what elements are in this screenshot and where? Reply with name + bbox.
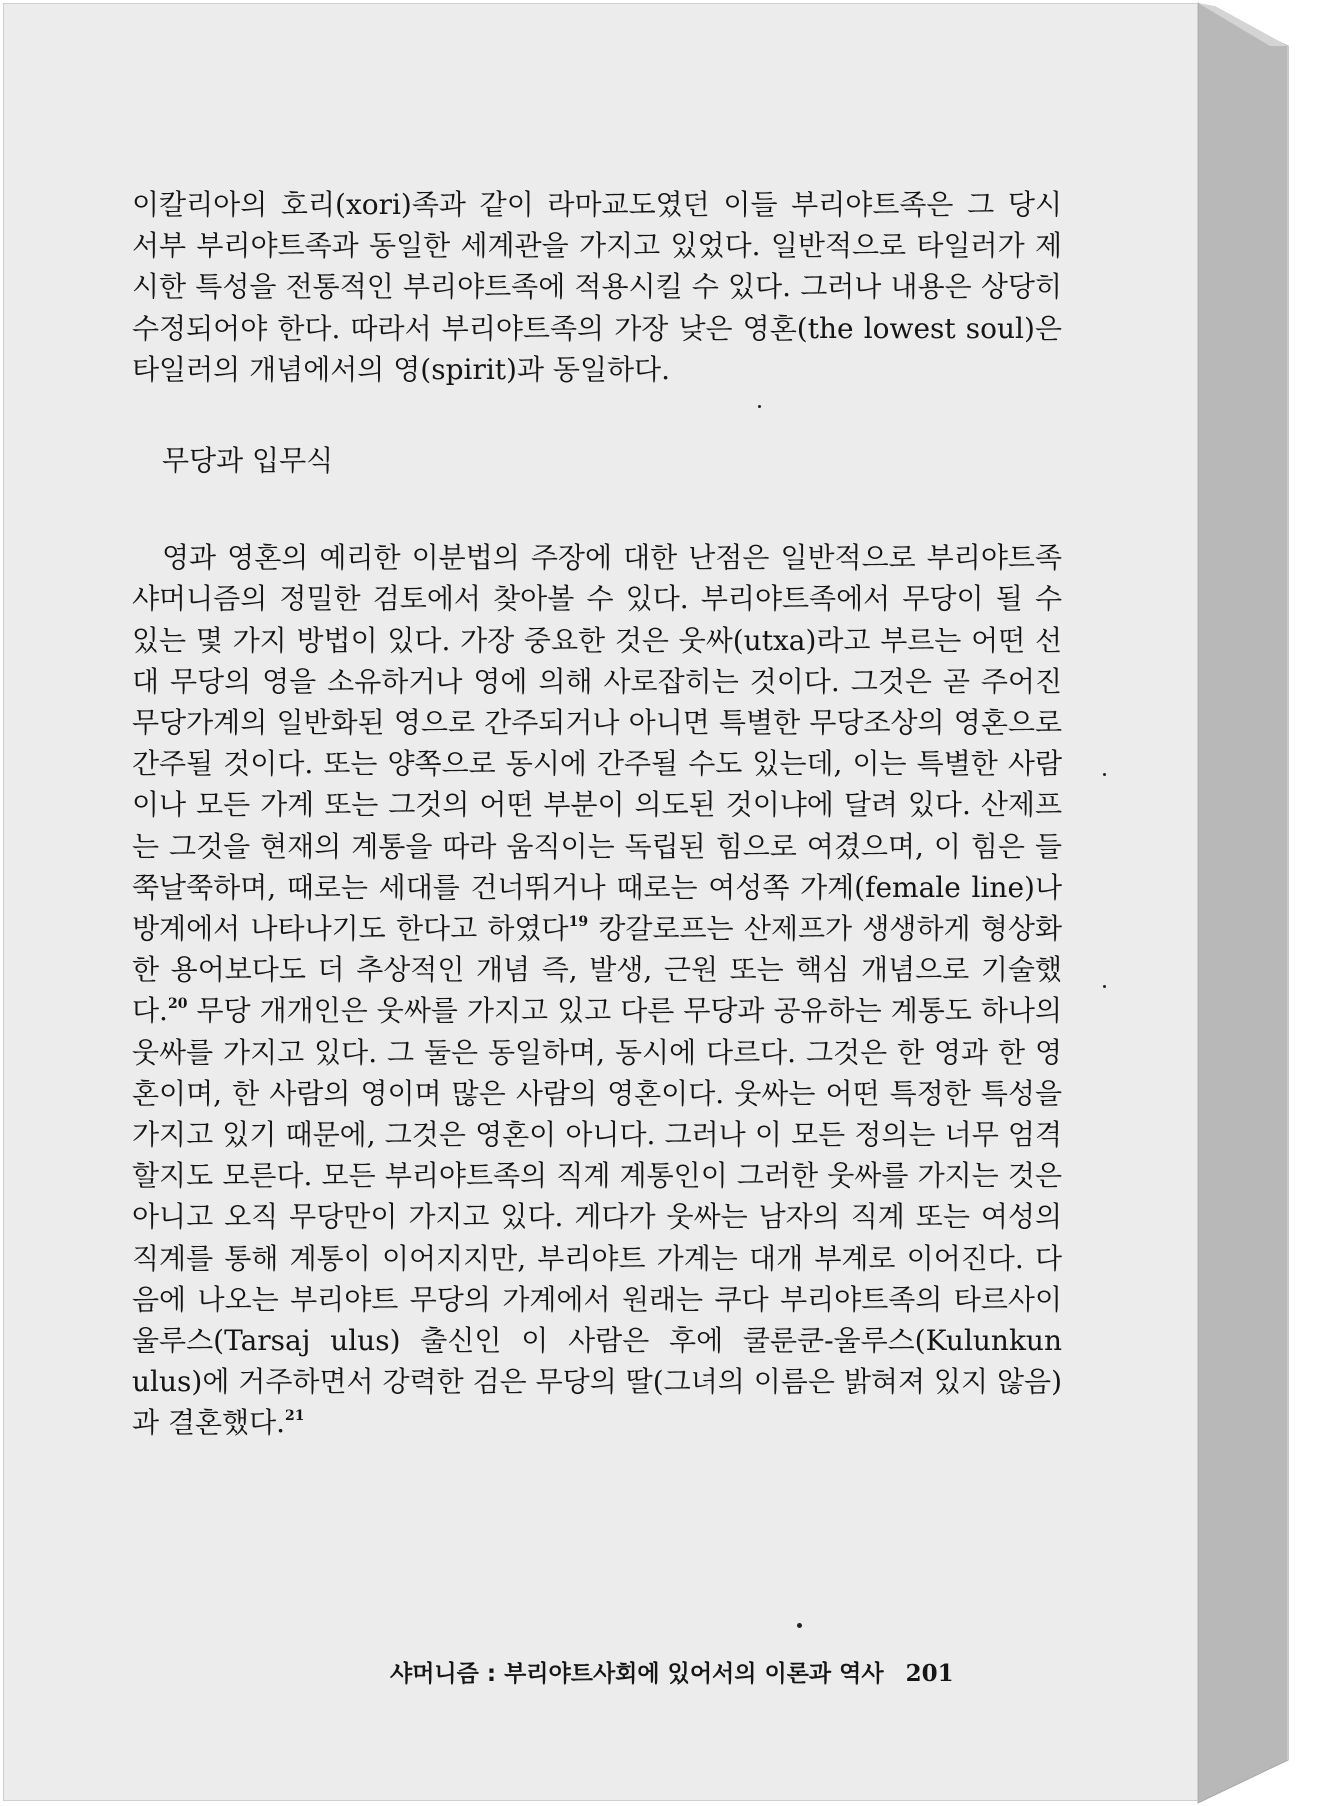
scan-speck [1103, 985, 1106, 988]
footnote-ref-21: 21 [285, 1408, 305, 1425]
running-title: 샤머니즘 : 부리야트사회에 있어서의 이론과 역사 [390, 1661, 884, 1687]
scan-speck [1103, 773, 1106, 776]
running-footer [390, 1655, 1030, 1688]
paragraph-2-part-a: 영과 영혼의 예리한 이분법의 주장에 대한 난점은 일반적으로 부리야트족 샤머니즘의 정밀한 검토에서 찾아볼 수 있다. 부리야트족에서 무당이 될 수 있는 몇 가지 방법이 있다. 가장 중요한 것은 웃싸(utxa)라고 부르는 어떤 선대 무당의 영을 소유하거나 영에 의해 사로잡히는 것이다. 그것은 곧 주어진 무당가계의 일반화된 영으로 간주되거나 아니면 특별한 무당조상의 영혼으로 간주될 것이다. 또는 양쪽으로 동시에 간주될 수도 있는데, 이는 특별한 사람이나 모든 가계 또는 그것의 어떤 부분이 의도된 것이냐에 달려 있다. 산제프는 그것을 현재의 계통을 따라 움직이는 독립된 힘으로 여겼으며, 이 힘은 들쭉날쭉하며, 때로는 세대를 건너뛰거나 때로는 여성쪽 가계(female line)나 방계에서 나타나기도 한다고 하였다 [132, 541, 1062, 946]
paragraph-1: 이칼리아의 호리(xori)족과 같이 라마교도였던 이들 부리야트족은 그 당시 서부 부리야트족과 동일한 세계관을 가지고 있었다. 일반적으로 타일러가 제시한 특성을 전통적인 부리야트족에 적용시킬 수 있다. 그러나 내용은 상당히 수정되어야 한다. 따라서 부리야트족의 가장 낮은 영혼(the lowest soul)은 타일러의 개념에서의 영(spirit)과 동일하다. [132, 188, 1062, 386]
paragraph-2 [132, 537, 1062, 1443]
section-heading: 무당과 입무식 [162, 444, 334, 478]
footnote-ref-19: 19 [568, 913, 589, 930]
paragraph-2-part-b: 캉갈로프는 산제프가 생생하게 형상화한 용어보다도 더 추상적인 개념 즉, 발생, 근원 또는 핵심 개념으로 기술했다. [132, 912, 1062, 1028]
footnote-ref-20: 20 [167, 996, 188, 1013]
page-number: 201 [905, 1660, 954, 1687]
body-text [132, 184, 1062, 1444]
paragraph-2-part-c: 무당 개개인은 웃싸를 가지고 있고 다른 무당과 공유하는 계통도 하나의 웃싸를 가지고 있다. 그 둘은 동일하며, 동시에 다르다. 그것은 한 영과 한 영혼이며, 한 사람의 영이며 많은 사람의 영혼이다. 웃싸는 어떤 특정한 특성을 가지고 있기 때문에, 그것은 영혼이 아니다. 그러나 이 모든 정의는 너무 엄격할지도 모른다. 모든 부리야트족의 직계 계통인이 그러한 웃싸를 가지는 것은 아니고 오직 무당만이 가지고 있다. 게다가 웃싸는 남자의 직계 또는 여성의 직계를 통해 계통이 이어지지만, 부리야트 가계는 대개 부계로 이어진다. 다음에 나오는 부리야트 무당의 가계에서 원래는 쿠다 부리야트족의 타르사이 울루스(Tarsaj ulus) 출신인 이 사람은 후에 쿨룬쿤-울루스(Kulunkun ulus)에 거주하면서 강력한 검은 무당의 딸(그녀의 이름은 밝혀져 있지 않음)과 결혼했다. [132, 994, 1062, 1440]
scan-speck [797, 1623, 802, 1628]
